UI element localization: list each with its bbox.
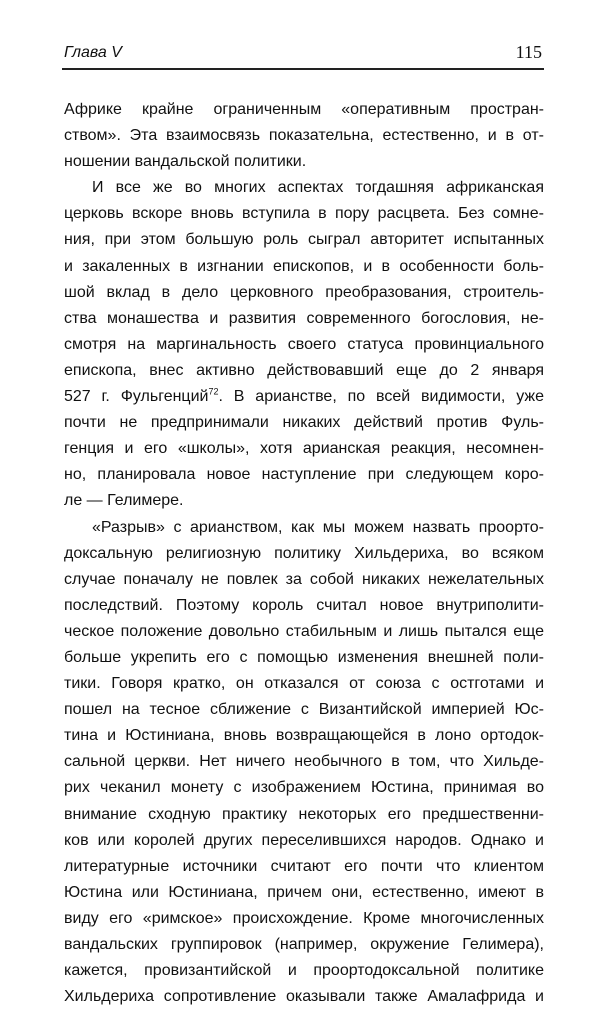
text-line	[64, 775, 544, 801]
text-line-content: пошел на тесное сближение с Византийской империей Юс-	[64, 701, 544, 719]
text-line	[64, 227, 544, 253]
text-line	[64, 541, 544, 567]
text-line	[64, 697, 544, 723]
text-line-content: ков или королей других переселившихся народов. Однако и	[64, 831, 544, 849]
text-line	[64, 410, 544, 436]
text-line	[64, 175, 544, 201]
text-line-content: больше укрепить его с помощью изменения внешней поли-	[64, 648, 544, 666]
text-line	[64, 906, 544, 932]
text-line-content: случае поначалу не повлек за собой никаких нежелательных	[64, 570, 544, 588]
text-line-content: «Разрыв» с арианством, как мы можем назвать проорто-	[92, 518, 544, 536]
header-rule	[62, 68, 544, 70]
text-line-content: ле — Гелимере.	[64, 492, 184, 510]
text-line-content: ческое положение довольно стабильным и лишь пытался еще	[64, 622, 544, 640]
text-line-content: епископа, внес активно действовавший еще до 2 января	[64, 361, 544, 379]
text-line	[64, 201, 544, 227]
text-line-content: И все же во многих аспектах тогдашняя африканская	[92, 179, 544, 197]
text-line-content: и закаленных в изгнании епископов, и в особенности боль-	[64, 257, 544, 275]
text-line	[64, 723, 544, 749]
text-line	[64, 828, 544, 854]
text-line-continuation: . В арианстве, по всей видимости, уже	[218, 388, 544, 406]
text-line-content: Хильдериха сопротивление оказывали также Амалафрида и	[64, 988, 544, 1006]
body-text	[64, 97, 544, 1010]
text-line-content: шой вклад в дело церковного преобразования, строитель-	[64, 283, 544, 301]
text-line	[64, 306, 544, 332]
text-line	[64, 854, 544, 880]
text-line-content: генция и его «школы», хотя арианская реакция, несомнен-	[64, 440, 544, 458]
text-line-content: рих чеканил монету с изображением Юстина, принимая во	[64, 779, 544, 797]
text-line	[64, 958, 544, 984]
text-line	[64, 880, 544, 906]
page-number: 115	[515, 42, 542, 62]
text-line-content: сальной церкви. Нет ничего необычного в том, что Хильде-	[64, 753, 544, 771]
text-line	[64, 671, 544, 697]
text-line-content: последствий. Поэтому король считал новое внутриполити-	[64, 596, 544, 614]
text-line-content: ния, при этом большую роль сыграл авторитет испытанных	[64, 231, 544, 249]
text-line-content: почти не предпринимали никаких действий против Фуль-	[64, 414, 544, 432]
text-line	[64, 384, 544, 410]
text-line	[64, 749, 544, 775]
text-line	[64, 462, 544, 488]
text-line	[64, 280, 544, 306]
text-line	[64, 984, 544, 1010]
text-line	[64, 567, 544, 593]
text-line	[64, 358, 544, 384]
text-line-content: тики. Говоря кратко, он отказался от союза с остготами и	[64, 675, 544, 693]
text-line	[64, 254, 544, 280]
text-line-content: доксальную религиозную политику Хильдериха, во всяком	[64, 544, 544, 562]
text-line	[64, 488, 544, 514]
text-line-content: ношении вандальской политики.	[64, 153, 307, 171]
text-line	[64, 515, 544, 541]
text-line-content: Юстина или Юстиниана, причем они, естественно, имеют в	[64, 883, 544, 901]
text-line-content: церковь вскоре вновь вступила в пору расцвета. Без сомне-	[64, 205, 544, 223]
text-line-content: Африке крайне ограниченным «оперативным простран-	[64, 101, 544, 118]
text-line	[64, 149, 544, 175]
text-line-content: ства монашества и развития современного богословия, не-	[64, 309, 544, 327]
text-line-content: 527 г. Фульгенций	[64, 388, 209, 406]
footnote-ref: 72	[208, 386, 219, 397]
chapter-title: Глава V	[64, 44, 122, 61]
text-line-content: смотря на маргинальность своего статуса провинциального	[64, 335, 544, 353]
text-line-content: тина и Юстиниана, вновь возвращающейся в лоно ортодок-	[64, 727, 544, 745]
text-line-content: ством». Эта взаимосвязь показательна, естественно, и в от-	[64, 127, 544, 145]
text-line	[64, 436, 544, 462]
text-line	[64, 932, 544, 958]
text-line-content: кажется, провизантийской и проортодоксальной политике	[64, 962, 544, 980]
text-line	[64, 802, 544, 828]
text-line-content: литературные источники считают его почти что клиентом	[64, 857, 544, 875]
text-line	[64, 593, 544, 619]
text-line	[64, 619, 544, 645]
text-line	[64, 332, 544, 358]
text-line-content: вандальских группировок (например, окружение Гелимера),	[64, 936, 544, 953]
text-line	[64, 645, 544, 671]
text-line-content: виду его «римское» происхождение. Кроме многочисленных	[64, 909, 544, 927]
text-line-content: внимание сходную практику некоторых его предшественни-	[64, 805, 544, 823]
text-line-content: но, планировала новое наступление при следующем коро-	[64, 466, 544, 484]
text-line	[64, 97, 544, 123]
text-line	[64, 123, 544, 149]
